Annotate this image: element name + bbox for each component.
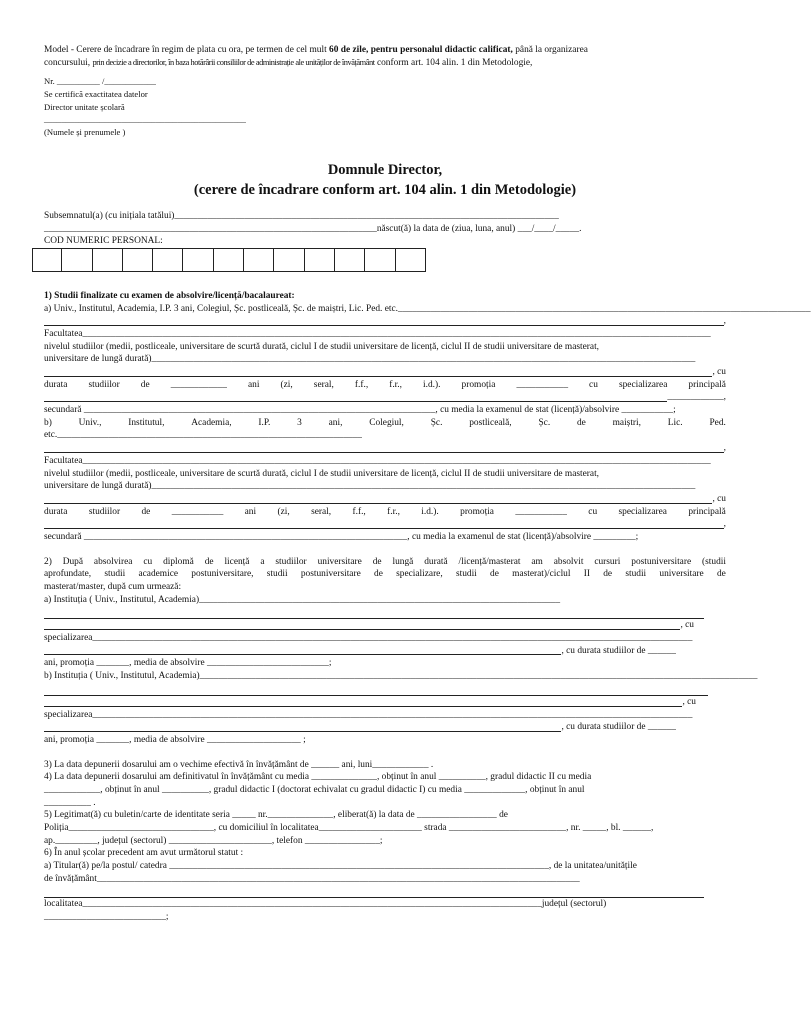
degree-field[interactable]: ____________, obținut în anul __________, gradul didactic I (doctorat echivalat cu gradul didactic I) cu media _____________, obținut în anul	[44, 784, 585, 795]
specialization-line[interactable]	[44, 391, 726, 404]
form-word: specializarea	[618, 379, 668, 390]
cnp-cell[interactable]	[62, 248, 92, 272]
institution-b-line[interactable]: b) Instituția ( Univ., Institutul, Academia)_______________________________________________________________________________________________________________________	[44, 671, 758, 682]
form-word: studiilor	[275, 556, 307, 567]
birth-date-field[interactable]: _______________________________________________________________________născut(ă) la data de (ziua, luna, anul) ___/____/_____.	[44, 223, 582, 234]
form-subtitle: (cerere de încadrare conform art. 104 alin. 1 din Metodologie)	[193, 181, 577, 198]
section-2-line-2	[44, 568, 726, 581]
blank-line-cu-3[interactable]	[44, 619, 694, 632]
cnp-cell[interactable]	[32, 248, 62, 272]
long-duration-line[interactable]: universitare de lungă durată)____________________________________________________________________________________________________________________	[44, 354, 696, 365]
studies-b-line	[44, 417, 726, 430]
form-word: După	[62, 556, 84, 567]
form-word: cu	[143, 556, 153, 567]
form-word: Șc.	[430, 417, 443, 428]
county-field[interactable]: __________________________;	[44, 912, 169, 923]
form-word: f.f.,	[354, 379, 369, 390]
name-hint: (Numele și prenumele )	[44, 127, 126, 138]
form-word: diplomă	[163, 556, 194, 567]
form-word: 3	[297, 417, 302, 428]
form-word: ____________	[170, 379, 227, 390]
form-word: studii	[625, 569, 647, 580]
form-word: ,	[723, 443, 726, 454]
form-word: masterat)/ciclul	[512, 569, 571, 580]
form-word: de	[141, 506, 151, 517]
form-word: cu	[589, 379, 598, 390]
form-word: (studii	[702, 556, 726, 567]
form-word: principală	[688, 506, 726, 517]
form-word: academice	[138, 569, 179, 580]
form-word: postliceală,	[469, 417, 512, 428]
form-word: studii	[104, 569, 126, 580]
school-field[interactable]: de învățământ_______________________________________________________________________________________________________	[44, 873, 580, 884]
institution-a-field[interactable]: a) Instituția ( Univ., Institutul, Academia)_____________________________________________________________________________	[44, 594, 561, 605]
form-word: principală	[688, 379, 726, 390]
cnp-cell[interactable]	[153, 248, 183, 272]
blank-line[interactable]	[44, 606, 704, 619]
duration-a-line[interactable]	[44, 645, 676, 658]
apartment-phone-field[interactable]: ap._________, județul (sectorul) ______________________, telefon ________________;	[44, 835, 383, 846]
cnp-grid[interactable]	[32, 248, 726, 272]
form-word: (zi,	[277, 506, 290, 517]
section-1-heading: 1) Studii finalizate cu examen de absolvire/licență/bacalaureat:	[44, 290, 295, 301]
specialization-line-2[interactable]	[44, 518, 726, 531]
model-bold-text: 60 de zile, pentru personalul didactic calificat,	[329, 45, 513, 55]
section-2-line-1	[44, 556, 726, 569]
cnp-cell[interactable]	[93, 248, 123, 272]
form-word: de	[490, 569, 499, 580]
cnp-cell[interactable]	[214, 248, 244, 272]
form-title: Domnule Director,	[327, 161, 443, 178]
cnp-cell[interactable]	[365, 248, 395, 272]
cnp-cell[interactable]	[305, 248, 335, 272]
model-text-2-end: conform art. 104 alin. 1 din Metodologie,	[374, 57, 533, 68]
form-word: (zi,	[280, 379, 293, 390]
form-word: studiilor	[88, 379, 120, 390]
study-level-text: nivelul studiilor (medii, postliceale, universitare de scurtă durată, ciclul I de studii universitare de licență, ciclul II de studii universitare de masterat,	[44, 341, 600, 352]
duration-b-line[interactable]	[44, 721, 676, 734]
faculty-label: Facultatea	[44, 328, 83, 339]
cnp-cell[interactable]	[183, 248, 213, 272]
specialization-a-line[interactable]: specializarea________________________________________________________________________________________________________________________________	[44, 633, 693, 644]
form-word: studii	[455, 569, 477, 580]
form-word: universitare de lungă durată)	[44, 481, 152, 492]
form-word: de	[716, 569, 726, 580]
studies-a-label: a) Univ., Institutul, Academia, I.P. 3 ani, Colegiul, Șc. postliceală, Șc. de maiștri, Lic. Ped. etc.	[44, 303, 399, 314]
form-word: de	[603, 569, 613, 580]
form-word: b)	[44, 417, 52, 428]
graduation-a-field[interactable]: ani, promoția _______, media de absolvire __________________________;	[44, 658, 332, 669]
status-heading: 6) În anul școlar precedent am avut următorul statut :	[44, 848, 244, 859]
application-form	[44, 44, 811, 924]
studies-a-line[interactable]: a) Univ., Institutul, Academia, I.P. 3 ani, Colegiul, Șc. postliceală, Șc. de maiștri, Lic. Ped. etc.________________________________________________________________________________________	[44, 303, 811, 314]
blank-line-2[interactable]	[44, 442, 726, 455]
model-text-end: până la organizarea	[512, 45, 588, 55]
definitivat-field[interactable]: 4) La data depunerii dosarului am definitivatul în învățământ cu media ______________, obținut în anul __________, gradul didactic II cu media	[44, 772, 592, 783]
duration-line[interactable]	[44, 379, 726, 392]
model-text: Model - Cerere de încadrare în regim de plata cu ora, pe termen de cel mult	[44, 45, 330, 55]
form-word: postuniversitare	[631, 556, 692, 567]
form-word: universitare	[659, 569, 704, 580]
form-word: Institutul,	[128, 417, 165, 428]
form-word: postuniversitare,	[191, 569, 254, 580]
form-word: , cu	[712, 493, 726, 504]
form-word: cu	[588, 506, 598, 517]
blank-line[interactable]	[44, 885, 704, 898]
form-word: Univ.,	[78, 417, 102, 428]
study-level-text-2: nivelul studiilor (medii, postliceale, universitare de scurtă durată, ciclul I de studii universitare de licență, ciclul II de studii universitare de masterat,	[44, 468, 600, 479]
form-word: studiilor	[88, 506, 121, 517]
long-duration-label: universitare de lungă durată)	[44, 354, 152, 365]
form-word: f.r.,	[389, 379, 402, 390]
form-word: specializarea	[44, 709, 93, 720]
registration-number-field[interactable]: Nr. __________ /____________	[44, 76, 156, 87]
blank-line-cu-2[interactable]	[44, 493, 726, 506]
degree-year-field[interactable]: __________ .	[44, 797, 96, 808]
director-signature-field[interactable]: _______________________________________________	[44, 114, 246, 125]
blank-line[interactable]	[44, 315, 726, 328]
address-field[interactable]: Poliția_______________________________, cu domiciliul în localitatea______________________ strada _________________________, nr. _____, bl. ______,	[44, 823, 654, 833]
form-word: universitare	[317, 556, 362, 567]
duration-line-2[interactable]	[44, 506, 726, 519]
id-card-field[interactable]: 5) Legitimat(ă) cu buletin/carte de identitate seria _____ nr.______________, eliberat(ă) la data de _________________ de	[44, 810, 508, 821]
form-word: studii	[266, 569, 288, 580]
form-word: am	[531, 556, 543, 567]
blank-line-cu-4[interactable]	[44, 696, 696, 709]
secondary-specialization-field[interactable]: secundară ___________________________________________________________________________, cu media la examenul de stat (licență)/absolvire ___________;	[44, 405, 676, 416]
form-word: Lic.	[667, 417, 683, 428]
form-word: seral,	[313, 379, 334, 390]
form-word: I.P.	[258, 417, 271, 428]
form-word: licență	[224, 556, 250, 567]
form-word: Ped.	[709, 417, 726, 428]
comma-end: ____________,	[667, 392, 726, 403]
model-line-2	[44, 57, 726, 70]
form-word: promoția	[461, 379, 496, 390]
form-word: ani,	[328, 417, 343, 428]
form-word: , cu durata studiilor de ______	[561, 722, 676, 733]
director-label: Director unitate școlară	[44, 101, 125, 112]
form-word: absolvirea	[93, 556, 133, 567]
cnp-cell[interactable]	[274, 248, 304, 272]
long-duration-line-2[interactable]: universitare de lungă durată)____________________________________________________________________________________________________________________	[44, 481, 696, 492]
form-word: specializarea	[44, 633, 93, 644]
seniority-field[interactable]: 3) La data depunerii dosarului am o vechime efectivă în învățământ de ______ ani, luni____________ .	[44, 759, 434, 770]
cnp-cell[interactable]	[123, 248, 153, 272]
form-word: i.d.).	[423, 379, 441, 390]
registration-block	[44, 76, 726, 139]
model-text-2: concursului,	[44, 57, 93, 68]
form-word: Facultatea	[44, 455, 83, 466]
form-word: ___________	[516, 379, 568, 390]
cnp-cell[interactable]	[244, 248, 274, 272]
form-word: cursuri	[594, 556, 621, 567]
form-word: Colegiul,	[369, 417, 404, 428]
cu-text: , cu	[712, 367, 726, 377]
locality-field[interactable]: localitatea__________________________________________________________________________________________________județul (sectorul)	[44, 899, 607, 910]
form-word: f.f.,	[352, 506, 366, 517]
titular-field[interactable]: a) Titular(ă) pe/la postul/ catedra _________________________________________________________________________________, de la unitatea/unitățile	[44, 861, 637, 872]
form-word: de	[140, 379, 150, 390]
studies-b-field[interactable]: etc._________________________________________________________________	[44, 430, 362, 441]
name-field[interactable]: Subsemnatul(a) (cu inițiala tatălui)__________________________________________________________________________________	[44, 210, 559, 221]
form-word: a	[260, 556, 265, 567]
form-word: aprofundate,	[44, 569, 92, 580]
form-word: ani	[248, 379, 260, 390]
form-word: de	[374, 569, 383, 580]
section-2-line-3: masterat/master, după cum urmează:	[44, 582, 182, 592]
form-word: ani	[244, 506, 257, 517]
form-word: i.d.).	[421, 506, 439, 517]
blank-line-cu[interactable]	[44, 366, 726, 379]
form-word: promoția	[460, 506, 494, 517]
form-word: de	[576, 417, 586, 428]
cnp-label: COD NUMERIC PERSONAL:	[44, 236, 163, 247]
cnp-cell[interactable]	[396, 248, 426, 272]
secondary-specialization-field-2[interactable]: secundară _____________________________________________________________________, cu media la examenul de stat (licență)/absolvire _________;	[44, 531, 639, 542]
form-word: absolvit	[553, 556, 584, 567]
form-word: specializarea	[618, 506, 667, 517]
specialization-b-line[interactable]: specializarea________________________________________________________________________________________________________________________________	[44, 709, 693, 720]
faculty-line-2[interactable]: Facultatea______________________________________________________________________________________________________________________________________	[44, 455, 711, 466]
model-condensed-text: prin decizie a directorilor, în baza hotărârii consiliilor de administrație ale unităților de învățământ	[92, 57, 375, 67]
blank-line[interactable]	[44, 683, 708, 696]
form-word: durată	[424, 556, 448, 567]
form-word: , cu durata studiilor de ______	[561, 645, 676, 656]
form-word: maiștri,	[612, 417, 641, 428]
form-word: lungă	[392, 556, 414, 567]
form-word: 2)	[44, 556, 52, 567]
form-word: postuniversitare	[300, 569, 361, 580]
form-word: de	[204, 556, 214, 567]
form-word: specializare,	[396, 569, 443, 580]
cnp-cell[interactable]	[335, 248, 365, 272]
form-word: ,	[723, 519, 726, 530]
form-word: seral,	[311, 506, 332, 517]
form-word: II	[583, 569, 590, 580]
form-word: durata	[44, 506, 68, 517]
model-line-1	[44, 44, 726, 57]
form-word: , cu	[682, 696, 696, 707]
form-word: /licență/masterat	[458, 556, 521, 567]
form-word: , cu	[680, 620, 694, 631]
form-word: b) Instituția ( Univ., Institutul, Academia)____________	[44, 671, 256, 682]
form-word: Academia,	[191, 417, 232, 428]
faculty-line[interactable]: Facultatea______________________________________________________________________________________________________________________________________	[44, 328, 711, 339]
comma: ,	[723, 316, 726, 327]
form-word: ___________	[515, 506, 567, 517]
form-word: f.r.,	[387, 506, 400, 517]
graduation-b-field[interactable]: ani, promoția _______, media de absolvire ____________________ ;	[44, 734, 306, 745]
certify-text: Se certifică exactitatea datelor	[44, 89, 148, 100]
form-word: durata	[44, 379, 68, 390]
form-word: ___________	[171, 506, 224, 517]
form-word: de	[372, 556, 382, 567]
form-word: Șc.	[538, 417, 551, 428]
